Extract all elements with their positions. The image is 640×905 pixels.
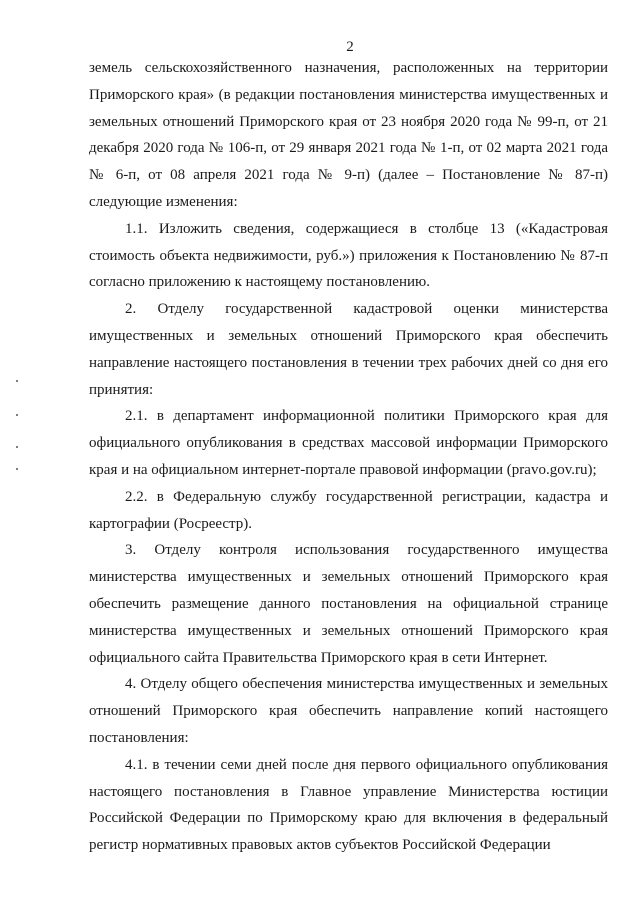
- paragraph-4: 4. Отделу общего обеспечения министерства имущественных и земельных отношений Приморского края обеспечить направление копий настоящего постановления:: [89, 676, 608, 746]
- margin-dot: [16, 414, 18, 416]
- paragraph-2: 2. Отделу государственной кадастровой оценки министерства имущественных и земельных отношений Приморского края обеспечить направление настоящего постановления в течении трех рабочих дней со дня его принятия:: [89, 301, 608, 398]
- margin-dot: [16, 446, 18, 448]
- page-number: 2: [346, 39, 354, 55]
- paragraph-3: 3. Отделу контроля использования государственного имущества министерства имущественных и земельных отношений Приморского края обеспечить размещение данного постановления на официальной странице министерства имущественных и земельных отношений Приморского края официального сайта Правительства Приморского края в сети Интернет.: [89, 542, 608, 666]
- paragraph-2-1: 2.1. в департамент информационной политики Приморского края для официального опубликования в средствах массовой информации Приморского края и на официальном интернет-портале правовой информации (pravo.gov.ru);: [89, 408, 608, 478]
- margin-marks: [16, 380, 22, 480]
- document-body: [89, 55, 608, 859]
- margin-dot: [16, 380, 18, 382]
- paragraph-1-1: 1.1. Изложить сведения, содержащиеся в столбце 13 («Кадастровая стоимость объекта недвижимости, руб.») приложения к Постановлению № 87-п согласно приложению к настоящему постановлению.: [89, 220, 608, 291]
- paragraph-continuation: земель сельскохозяйственного назначения, расположенных на территории Приморского края» (в редакции постановления министерства имущественных и земельных отношений Приморского края от 23 ноября 2020 года № 99-п, от 21 декабря 2020 года № 106-п, от 29 января 2021 года № 1-п, от 02 марта 2021 года № 6-п, от 08 апреля 2021 года № 9-п) (далее – Постановление № 87-п) следующие изменения:: [89, 60, 608, 210]
- paragraph-4-1: 4.1. в течении семи дней после дня первого официального опубликования настоящего постановления в Главное управление Министерства юстиции Российской Федерации по Приморскому краю для включения в федеральный регистр нормативных правовых актов субъектов Российской Федерации: [89, 756, 608, 854]
- paragraph-2-2: 2.2. в Федеральную службу государственной регистрации, кадастра и картографии (Росреестр).: [89, 488, 608, 532]
- margin-dot: [16, 468, 18, 470]
